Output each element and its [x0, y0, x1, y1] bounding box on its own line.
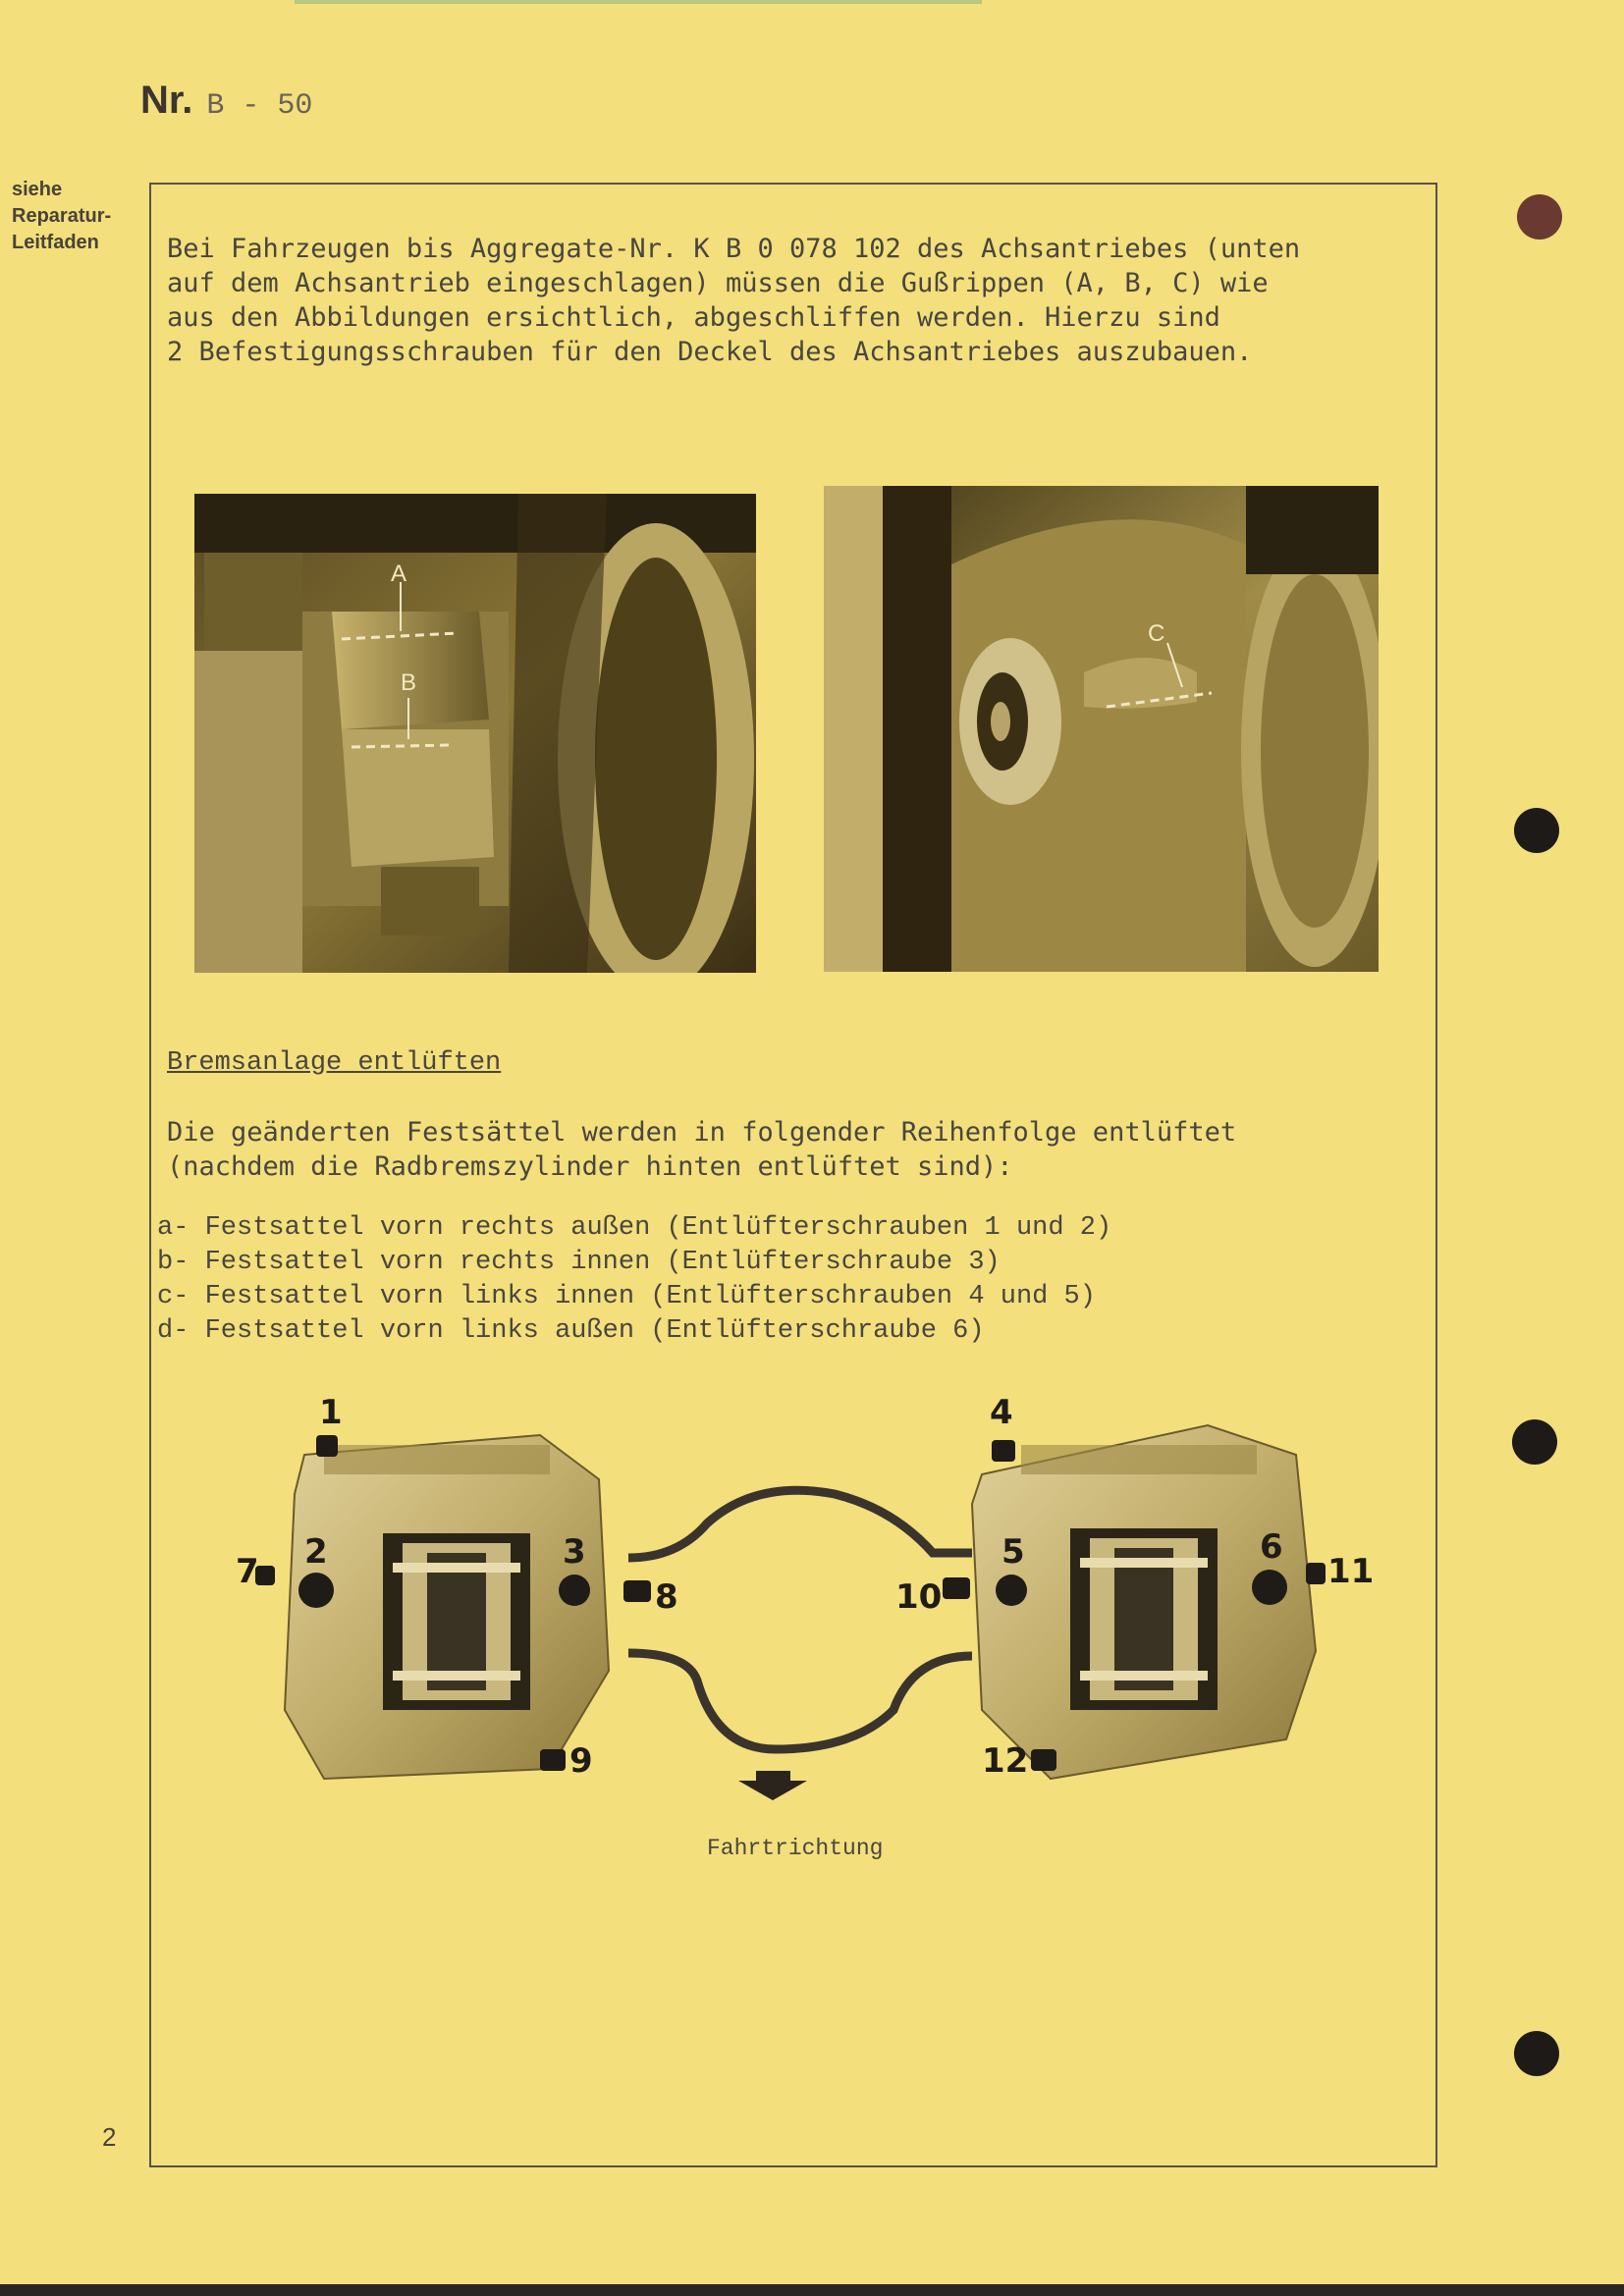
list-item: c- Festsattel vorn links innen (Entlüfterschrauben 4 und 5) — [157, 1282, 1096, 1311]
document-number-label: Nr. — [140, 79, 193, 122]
section-paragraph-line: (nachdem die Radbremszylinder hinten entlüftet sind): — [167, 1151, 1013, 1182]
section-heading: Bremsanlage entlüften — [167, 1048, 502, 1078]
photo-cast-ribs-a-b — [194, 494, 756, 973]
list-item: b- Festsattel vorn rechts innen (Entlüfterschraube 3) — [157, 1248, 1001, 1277]
punch-hole — [1514, 808, 1559, 853]
bleeder-number: 7 — [236, 1552, 259, 1591]
list-item: a- Festsattel vorn rechts außen (Entlüfterschrauben 1 und 2) — [157, 1213, 1112, 1243]
direction-caption: Fahrtrichtung — [707, 1836, 884, 1861]
intro-paragraph — [167, 232, 1443, 369]
bleeder-number: 11 — [1327, 1552, 1375, 1591]
section-paragraph — [167, 1115, 1236, 1184]
bleeder-number: 12 — [982, 1741, 1029, 1781]
brake-caliper-diagram — [226, 1386, 1384, 1842]
bleeder-number: 4 — [990, 1393, 1013, 1432]
side-note-line: Leitfaden — [12, 232, 99, 253]
side-note-line: siehe — [12, 179, 63, 200]
bleeder-number: 3 — [563, 1532, 586, 1572]
intro-line: aus den Abbildungen ersichtlich, abgeschliffen werden. Hierzu sind — [167, 302, 1220, 333]
bleeder-number: 9 — [569, 1741, 593, 1781]
punch-hole — [1512, 1419, 1557, 1465]
document-number — [140, 79, 312, 123]
photo-label-a: A — [391, 561, 407, 587]
bleeder-number: 5 — [1001, 1532, 1025, 1572]
bleeder-number: 1 — [319, 1393, 343, 1432]
bleeder-number: 2 — [304, 1532, 328, 1572]
intro-line: 2 Befestigungsschrauben für den Deckel des Achsantriebes auszubauen. — [167, 337, 1253, 367]
bleeder-number: 10 — [895, 1577, 943, 1617]
direction-arrow-icon — [738, 1771, 807, 1800]
intro-line: Bei Fahrzeugen bis Aggregate-Nr. K B 0 078 102 des Achsantriebes (unten — [167, 234, 1301, 264]
left-caliper — [285, 1435, 609, 1779]
punch-hole — [1514, 2031, 1559, 2076]
page-number: 2 — [102, 2122, 117, 2152]
list-item: d- Festsattel vorn links außen (Entlüfterschraube 6) — [157, 1316, 985, 1346]
photo-label-b: B — [401, 669, 417, 696]
side-reference-note — [12, 177, 111, 256]
bleeder-number: 8 — [655, 1577, 678, 1617]
punch-hole — [1517, 194, 1562, 240]
bleeding-steps-list — [157, 1211, 1111, 1349]
top-edge-strip — [295, 0, 982, 4]
bottom-edge-strip — [0, 2284, 1624, 2296]
bleeder-number: 6 — [1260, 1527, 1283, 1567]
intro-line: auf dem Achsantrieb eingeschlagen) müssen die Gußrippen (A, B, C) wie — [167, 268, 1269, 298]
section-paragraph-line: Die geänderten Festsättel werden in folgender Reihenfolge entlüftet — [167, 1117, 1237, 1148]
photo-label-c: C — [1148, 620, 1165, 647]
photo-cast-rib-c — [824, 486, 1379, 972]
document-number-value: B - 50 — [206, 89, 313, 123]
side-note-line: Reparatur- — [12, 205, 112, 227]
